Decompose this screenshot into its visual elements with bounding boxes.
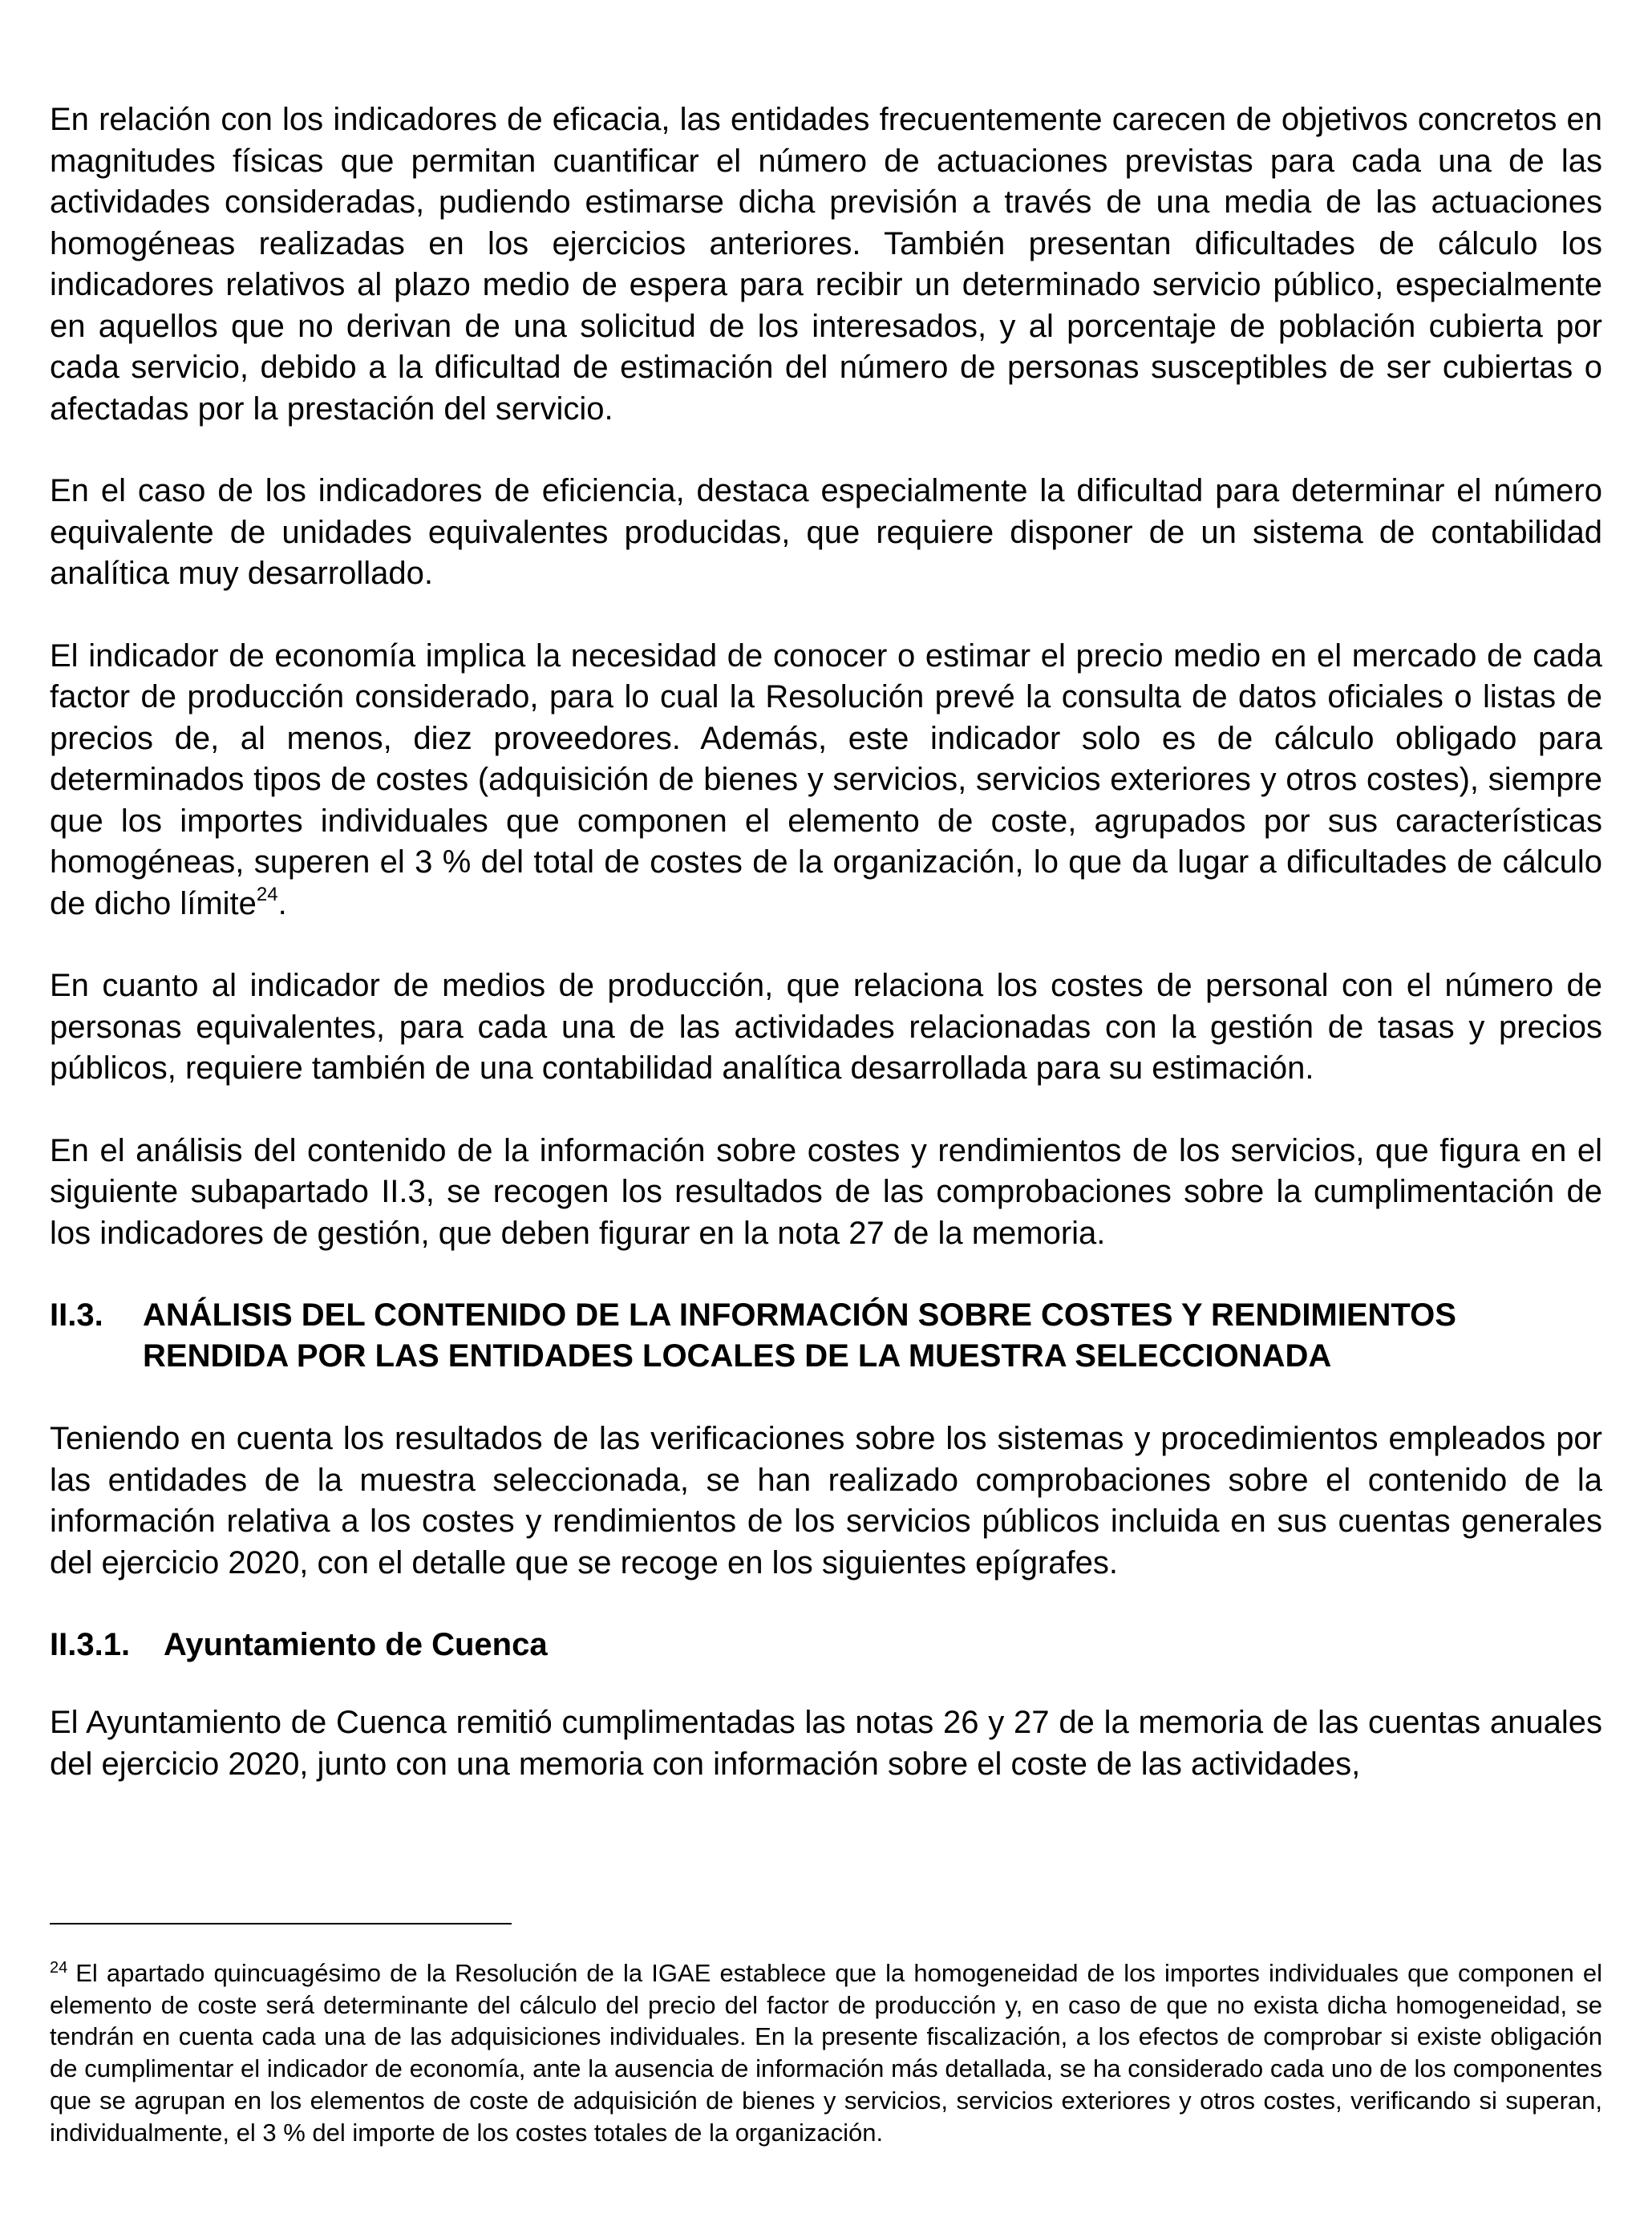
paragraph-analisis-contenido: En el análisis del contenido de la información sobre costes y rendimientos de los servicios, que figura en el siguiente subapartado II.3, se recogen los resultados de las comprobaciones sobre la cumplimentación de los indicadores de gestión, que deben figurar en la nota 27 de la memoria.: [50, 1132, 1602, 1251]
paragraph-eficacia: En relación con los indicadores de eficacia, las entidades frecuentemente carecen de objetivos concretos en magnitudes físicas que permitan cuantificar el número de actuaciones previstas para cada una de las actividades consideradas, pudiendo estimarse dicha previsión a través de una media de las actuaciones homogéneas realizadas en los ejercicios anteriores. También presentan dificultades de cálculo los indicadores relativos al plazo medio de espera para recibir un determinado servicio público, especialmente en aquellos que no derivan de una solicitud de los interesados, y al porcentaje de población cubierta por cada servicio, debido a la dificultad de estimación del número de personas susceptibles de ser cubiertas o afectadas por la prestación del servicio.: [50, 102, 1602, 427]
footnote-reference-24[interactable]: 24: [256, 884, 278, 906]
paragraph-economia-text: El indicador de economía implica la necesidad de conocer o estimar el precio medio en el mercado de cada factor de producción considerado, para lo cual la Resolución prevé la consulta de datos oficiales o listas de precios de, al menos, diez proveedores. Además, este indicador solo es de cálculo obligado para determinados tipos de costes (adquisición de bienes y servicios, servicios exteriores y otros costes), siempre que los importes individuales que componen el elemento de coste, agrupados por sus características homogéneas, superen el 3 % del total de costes de la organización, lo que da lugar a dificultades de cálculo de dicho límite: [50, 637, 1602, 921]
paragraph-economia: [50, 636, 1602, 925]
document-page: [50, 99, 1602, 1826]
section-heading: [50, 1295, 1602, 1377]
subsection-number: II.3.1.: [50, 1627, 131, 1662]
paragraph-economia-end: .: [277, 885, 287, 921]
paragraph-verificaciones: Teniendo en cuenta los resultados de las verificaciones sobre los sistemas y procedimientos empleados por las entidades de la muestra seleccionada, se han realizado comprobaciones sobre el contenido de la información relativa a los costes y rendimientos de los servicios públicos incluida en sus cuentas generales del ejercicio 2020, con el detalle que se recoge en los siguientes epígrafes.: [50, 1421, 1602, 1580]
paragraph-medios-produccion: En cuanto al indicador de medios de producción, que relaciona los costes de personal con el número de personas equivalentes, para cada una de las actividades relacionadas con la gestión de tasas y precios públicos, requiere también de una contabilidad analítica desarrollada para su estimación.: [50, 968, 1602, 1086]
section-number: II.3.: [50, 1297, 103, 1333]
footnote-text: El apartado quincuagésimo de la Resolución de la IGAE establece que la homogeneidad de los importes individuales que componen el elemento de coste será determinante del cálculo del precio del factor de producción y, en caso de que no exista dicha homogeneidad, se tendrán en cuenta cada una de las adquisiciones individuales. En la presente fiscalización, a los efectos de comprobar si existe obligación de cumplimentar el indicador de economía, ante la ausencia de información más detallada, se ha considerado cada uno de los componentes que se agrupan en los elementos de coste de adquisición de bienes y servicios, servicios exteriores y otros costes, verificando si superan, individualmente, el 3 % del importe de los costes totales de la organización.: [50, 1959, 1602, 2147]
paragraph-ayuntamiento-cuenca: El Ayuntamiento de Cuenca remitió cumplimentadas las notas 26 y 27 de la memoria de las cuentas anuales del ejercicio 2020, junto con una memoria con información sobre el coste de las actividades,: [50, 1705, 1602, 1782]
footnote-24: [50, 1957, 1602, 2148]
footnote-marker: 24: [50, 1958, 68, 1977]
footnote-separator: [50, 1923, 512, 1924]
paragraph-eficiencia: En el caso de los indicadores de eficiencia, destaca especialmente la dificultad para determinar el número equivalente de unidades equivalentes producidas, que requiere disponer de un sistema de contabilidad analítica muy desarrollado.: [50, 473, 1602, 591]
section-title: ANÁLISIS DEL CONTENIDO DE LA INFORMACIÓN SOBRE COSTES Y RENDIMIENTOS RENDIDA POR LAS ENTIDADES LOCALES DE LA MUESTRA SELECCIONADA: [143, 1297, 1456, 1374]
subsection-heading: [50, 1625, 1602, 1665]
subsection-title: Ayuntamiento de Cuenca: [164, 1627, 548, 1662]
